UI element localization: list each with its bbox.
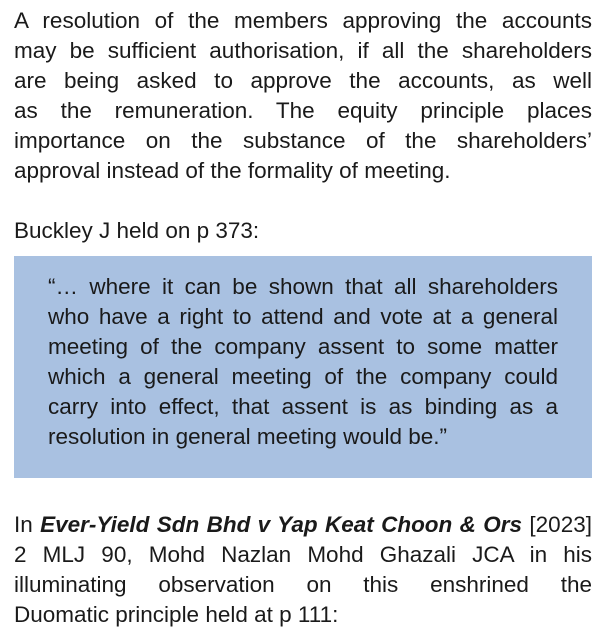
quote-line: resolution in general meeting would be.” — [48, 424, 447, 449]
case-name: Ever-Yield Sdn Bhd v Yap Keat Choon & Ors — [40, 512, 523, 537]
text-line: Buckley J held on p 373: — [14, 218, 260, 243]
text-line: as the remuneration. The equity principle places — [14, 98, 592, 123]
text-line: are being asked to approve the accounts, as well — [14, 68, 592, 93]
text-line: importance on the substance of the shareholders’ — [14, 128, 592, 153]
quote-line: “… where it can be shown that all shareholders — [48, 274, 558, 299]
paragraph-accounts-resolution — [14, 6, 592, 186]
text-line: approval instead of the formality of meeting. — [14, 158, 451, 183]
quote-line: carry into effect, that assent is as binding as a — [48, 394, 558, 419]
citation-year: [2023] — [529, 512, 592, 537]
quote-line: who have a right to attend and vote at a general — [48, 304, 558, 329]
paragraph-buckley-intro — [14, 216, 592, 246]
text-prefix: In — [14, 512, 33, 537]
quote-line: meeting of the company assent to some matter — [48, 334, 558, 359]
text-line: illuminating observation on this enshrined the — [14, 572, 592, 597]
text-line — [14, 510, 592, 540]
text-line: Duomatic principle held at p 111: — [14, 602, 339, 627]
text-line: 2 MLJ 90, Mohd Nazlan Mohd Ghazali JCA in his — [14, 542, 592, 567]
paragraph-ever-yield — [14, 510, 592, 630]
text-line: may be sufficient authorisation, if all the shareholders — [14, 38, 592, 63]
quotation-text — [48, 272, 558, 452]
quote-line: which a general meeting of the company could — [48, 364, 558, 389]
text-line: A resolution of the members approving the accounts — [14, 8, 592, 33]
quotation-block — [14, 256, 592, 478]
